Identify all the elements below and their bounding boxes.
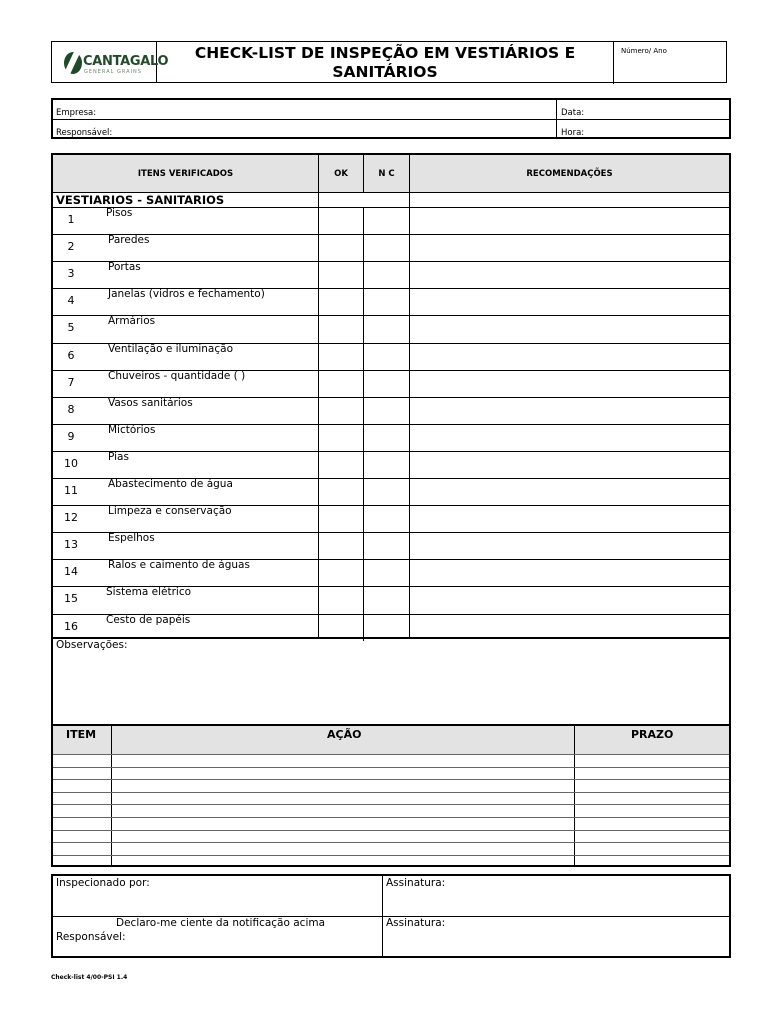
checklist-cell-rec[interactable] [410, 344, 729, 370]
checklist-cell-ok[interactable] [319, 506, 363, 532]
col-header-acao: AÇÃO [327, 728, 362, 741]
item-number: 13 [64, 538, 78, 552]
signature-field-2[interactable]: Assinatura: [386, 917, 446, 929]
checklist-cell-rec[interactable] [410, 208, 729, 234]
checklist-cell-ok[interactable] [319, 208, 363, 234]
item-number: 5 [67, 321, 75, 335]
item-number: 10 [64, 456, 78, 470]
checklist-cell-ok[interactable] [319, 615, 363, 641]
responsavel-field[interactable]: Responsável: [56, 128, 113, 138]
checklist-cell-nc[interactable] [364, 452, 409, 478]
item-label: Janelas (vidros e fechamento) [108, 288, 265, 301]
info-block [51, 98, 731, 139]
checklist-cell-nc[interactable] [364, 425, 409, 451]
divider [556, 100, 557, 139]
action-header-row [53, 726, 729, 755]
checklist-cell-nc[interactable] [364, 344, 409, 370]
document-title: CHECK-LIST DE INSPEÇÃO EM VESTIÁRIOS E SANITÁRIOS [157, 42, 614, 84]
checklist-cell-rec[interactable] [410, 398, 729, 424]
item-number: 9 [67, 429, 75, 443]
signature-block [51, 874, 731, 958]
checklist-cell-ok[interactable] [319, 533, 363, 559]
item-label: Mictórios [108, 423, 156, 436]
checklist-cell-ok[interactable] [319, 344, 363, 370]
document-header [51, 41, 727, 83]
inspected-by-field[interactable]: Inspecionado por: [56, 877, 150, 889]
checklist-cell-ok[interactable] [319, 235, 363, 261]
item-label: Ralos e caimento de águas [108, 559, 250, 572]
action-row-line [53, 842, 729, 843]
signature-field-1[interactable]: Assinatura: [386, 877, 446, 889]
empresa-field[interactable]: Empresa: [56, 108, 97, 118]
checklist-cell-nc[interactable] [364, 506, 409, 532]
number-year-field[interactable]: Número/ Ano [621, 47, 667, 55]
checklist-cell-nc[interactable] [364, 316, 409, 342]
action-row-line [53, 804, 729, 805]
item-label: Sistema elétrico [106, 586, 192, 599]
checklist-cell-nc[interactable] [364, 208, 409, 234]
observations-box[interactable] [51, 638, 731, 726]
col-header-recommendations: RECOMENDAÇÕES [526, 168, 613, 179]
action-row-line [53, 767, 729, 768]
item-number: 4 [67, 294, 75, 308]
col-header-item: ITEM [66, 728, 97, 741]
responsible-field[interactable]: Responsável: [56, 931, 126, 943]
item-number: 12 [64, 511, 78, 525]
action-table [51, 724, 731, 867]
checklist-cell-rec[interactable] [410, 560, 729, 586]
checklist-cell-nc[interactable] [364, 479, 409, 505]
checklist-cell-nc[interactable] [364, 262, 409, 288]
checklist-cell-rec[interactable] [410, 587, 729, 613]
checklist-cell-ok[interactable] [319, 587, 363, 613]
item-label: Pisos [106, 207, 133, 219]
checklist-cell-nc[interactable] [364, 371, 409, 397]
item-label: Limpeza e conservação [108, 505, 232, 518]
checklist-cell-ok[interactable] [319, 371, 363, 397]
checklist-cell-rec[interactable] [410, 289, 729, 315]
action-row-line [53, 792, 729, 793]
item-label: Chuveiros - quantidade ( ) [108, 369, 246, 382]
item-label: Portas [108, 261, 141, 274]
declaration-text: Declaro-me ciente da notificação acima [116, 917, 326, 929]
checklist-cell-ok[interactable] [319, 262, 363, 288]
checklist-cell-ok[interactable] [319, 398, 363, 424]
item-label: Vasos sanitários [108, 396, 193, 409]
action-row-line [53, 830, 729, 831]
checklist-cell-ok[interactable] [319, 316, 363, 342]
logo-subtitle: GENERAL GRAINS [84, 69, 142, 75]
checklist-cell-nc[interactable] [364, 560, 409, 586]
action-row-line [53, 817, 729, 818]
item-label: Pias [108, 450, 129, 463]
checklist-cell-nc[interactable] [364, 587, 409, 613]
item-number: 14 [64, 565, 78, 579]
item-number: 15 [64, 592, 78, 606]
checklist-cell-nc[interactable] [364, 533, 409, 559]
item-number: 16 [64, 619, 78, 633]
col-header-nc: N C [378, 168, 395, 179]
checklist-cell-ok[interactable] [319, 289, 363, 315]
data-field[interactable]: Data: [561, 108, 585, 118]
item-number: 1 [67, 213, 75, 226]
checklist-cell-nc[interactable] [364, 235, 409, 261]
item-number: 6 [67, 348, 75, 362]
item-label: Armários [108, 315, 156, 328]
checklist-header-row [53, 155, 729, 193]
checklist-cell-rec[interactable] [410, 316, 729, 342]
item-label: Espelhos [108, 532, 155, 545]
checklist-table [51, 153, 731, 639]
checklist-cell-nc[interactable] [364, 398, 409, 424]
observations-label: Observações: [56, 639, 128, 651]
checklist-cell-rec[interactable] [410, 479, 729, 505]
checklist-cell-ok[interactable] [319, 560, 363, 586]
action-row-line [53, 754, 729, 755]
checklist-cell-rec[interactable] [410, 533, 729, 559]
checklist-cell-ok[interactable] [319, 479, 363, 505]
checklist-cell-nc[interactable] [364, 289, 409, 315]
item-number: 3 [67, 267, 75, 281]
checklist-cell-ok[interactable] [319, 452, 363, 478]
item-label: Paredes [108, 234, 150, 247]
item-number: 7 [67, 375, 75, 389]
company-logo [52, 42, 169, 82]
checklist-cell-nc[interactable] [364, 615, 409, 641]
hora-field[interactable]: Hora: [561, 128, 585, 138]
item-label: Cesto de papéis [106, 613, 191, 626]
logo-name: CANTAGALO [83, 54, 169, 69]
checklist-cell-rec[interactable] [410, 506, 729, 532]
col-header-prazo: PRAZO [631, 728, 674, 741]
item-number: 11 [64, 484, 78, 497]
section-title: VESTIARIOS - SANITARIOS [56, 193, 225, 207]
item-number: 2 [67, 240, 75, 254]
action-row-line [53, 779, 729, 780]
checklist-cell-rec[interactable] [410, 262, 729, 288]
checklist-cell-rec[interactable] [410, 452, 729, 478]
checklist-cell-rec[interactable] [410, 425, 729, 451]
checklist-cell-rec[interactable] [410, 371, 729, 397]
item-label: Ventilação e iluminação [108, 342, 233, 355]
item-number: 8 [67, 402, 75, 416]
checklist-cell-ok[interactable] [319, 425, 363, 451]
col-header-items: ITENS VERIFICADOS [137, 168, 234, 179]
footer-code: Check-list 4/00-PSI 1.4 [51, 974, 128, 981]
action-row-line [53, 855, 729, 856]
item-label: Abastecimento de água [108, 478, 233, 490]
checklist-cell-rec[interactable] [410, 235, 729, 261]
checklist-cell-rec[interactable] [410, 615, 729, 641]
col-header-ok: OK [334, 168, 348, 179]
